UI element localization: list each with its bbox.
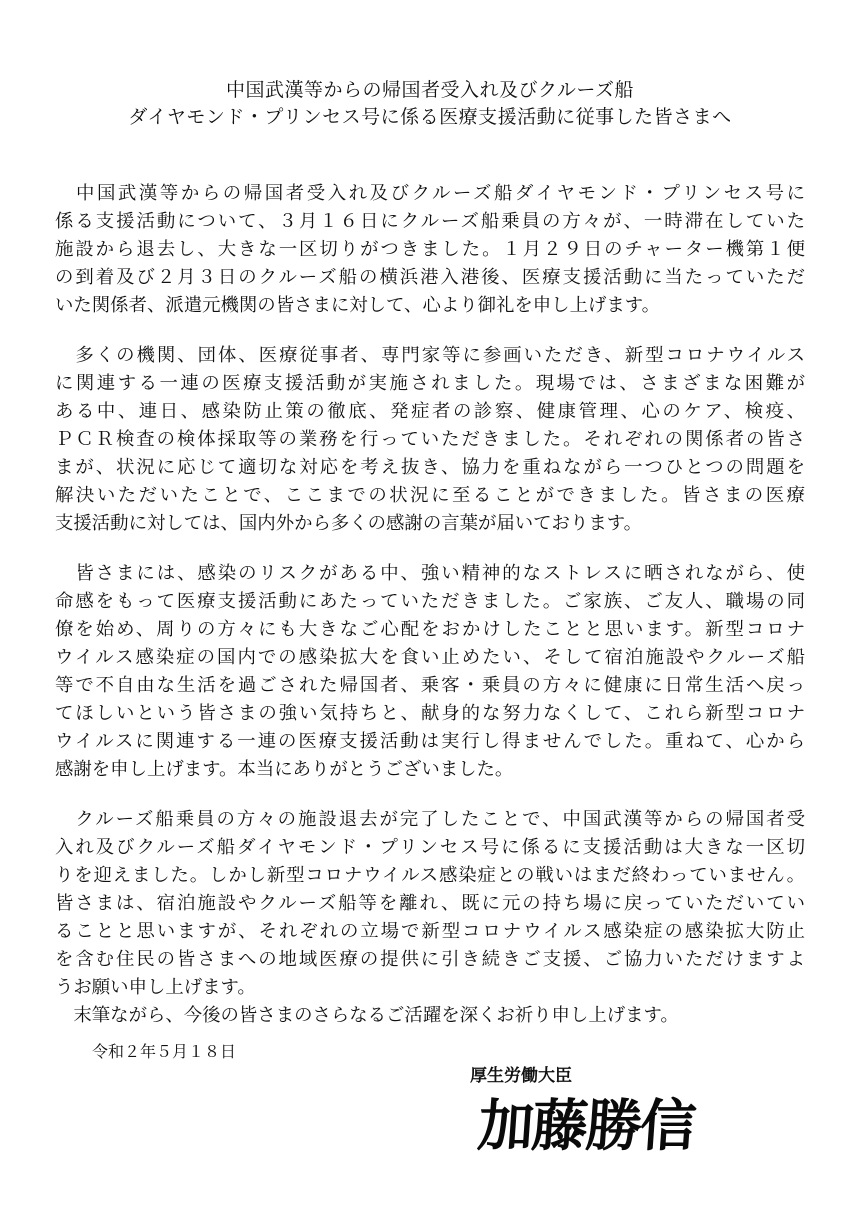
paragraph-2-line: ＰＣＲ検査の検体採取等の業務を行っていただきました。それぞれの関係者の皆さ — [55, 429, 805, 450]
paragraph-1-line: 係る支援活動について、３月１６日にクルーズ船乗員の方々が、一時滞在していた — [55, 211, 805, 232]
paragraph-3-line: 僚を始め、周りの方々にも大きなご心配をおかけしたことと思います。新型コロナ — [55, 619, 805, 640]
paragraph-2-line: まが、状況に応じて適切な対応を考え抜き、協力を重ねながら一つひとつの問題を — [55, 457, 805, 478]
paragraph-2-line: 支援活動に対しては、国内外から多くの感謝の言葉が届いております。 — [55, 513, 643, 534]
paragraph-2-line: ある中、連日、感染防止策の徹底、発症者の診察、健康管理、心のケア、検疫、 — [55, 401, 805, 422]
paragraph-2-line: 多くの機関、団体、医療従事者、専門家等に参画いただき、新型コロナウイルス — [55, 345, 805, 366]
paragraph-4-line: 皆さまは、宿泊施設やクルーズ船等を離れ、既に元の持ち場に戻っていただいてい — [55, 893, 805, 914]
paragraph-1-line: 施設から退去し、大きな一区切りがつきました。１月２９日のチャーター機第１便 — [55, 239, 805, 260]
paragraph-4-line: ることと思いますが、それぞれの立場で新型コロナウイルス感染症の感染拡大防止 — [55, 921, 805, 942]
paragraph-4-line: 入れ及びクルーズ船ダイヤモンド・プリンセス号に係るに支援活動は大きな一区切 — [55, 837, 805, 858]
paragraph-4-line: を含む住民の皆さまへの地域医療の提供に引き続きご支援、ご協力いただけますよ — [55, 949, 805, 970]
paragraph-1-line: 中国武漢等からの帰国者受入れ及びクルーズ船ダイヤモンド・プリンセス号に — [55, 183, 805, 204]
paragraph-3-line: 感謝を申し上げます。本当にありがとうございました。 — [55, 759, 514, 780]
signature: 加藤勝信 — [475, 1094, 697, 1159]
paragraph-2-line: 解決いただいたことで、ここまでの状況に至ることができました。皆さまの医療 — [55, 485, 805, 506]
paragraph-3-line: 皆さまには、感染のリスクがある中、強い精神的なストレスに晒されながら、使 — [55, 563, 805, 584]
minister-title: 厚生労働大臣 — [470, 1066, 572, 1086]
paragraph-2-line: に関連する一連の医療支援活動が実施されました。現場では、さまざまな困難が — [55, 373, 805, 394]
paragraph-3-line: ウイルス感染症の国内での感染拡大を食い止めたい、そして宿泊施設やクルーズ船 — [55, 647, 805, 668]
paragraph-1-line: いた関係者、派遣元機関の皆さまに対して、心より御礼を申し上げます。 — [55, 295, 661, 316]
paragraph-4-line: うお願い申し上げます。 — [55, 977, 256, 998]
title-line-2: ダイヤモンド・プリンセス号に係る医療支援活動に従事した皆さまへ — [128, 106, 732, 128]
paragraph-3-line: 命感をもって医療支援活動にあたっていただきました。ご家族、ご友人、職場の同 — [55, 591, 805, 612]
paragraph-1-line: の到着及び２月３日のクルーズ船の横浜港入港後、医療支援活動に当たっていただ — [55, 267, 805, 288]
paragraph-4-line: クルーズ船乗員の方々の施設退去が完了したことで、中国武漢等からの帰国者受 — [55, 809, 805, 830]
letter-date: 令和２年５月１８日 — [92, 1042, 237, 1061]
paragraph-3-line: ウイルスに関連する一連の医療支援活動は実行し得ませんでした。重ねて、心から — [55, 731, 805, 752]
paragraph-4-line: りを迎えました。しかし新型コロナウイルス感染症との戦いはまだ終わっていません。 — [55, 865, 805, 886]
closing-line: 末筆ながら、今後の皆さまのさらなるご活躍を深くお祈り申し上げます。 — [55, 1005, 679, 1026]
paragraph-3-line: 等で不自由な生活を過ごされた帰国者、乗客・乗員の方々に健康に日常生活へ戻っ — [55, 675, 805, 696]
title-line-1: 中国武漢等からの帰国者受入れ及びクルーズ船 — [226, 79, 634, 101]
paragraph-3-line: てほしいという皆さまの強い気持ちと、献身的な努力なくして、これら新型コロナ — [55, 703, 805, 724]
